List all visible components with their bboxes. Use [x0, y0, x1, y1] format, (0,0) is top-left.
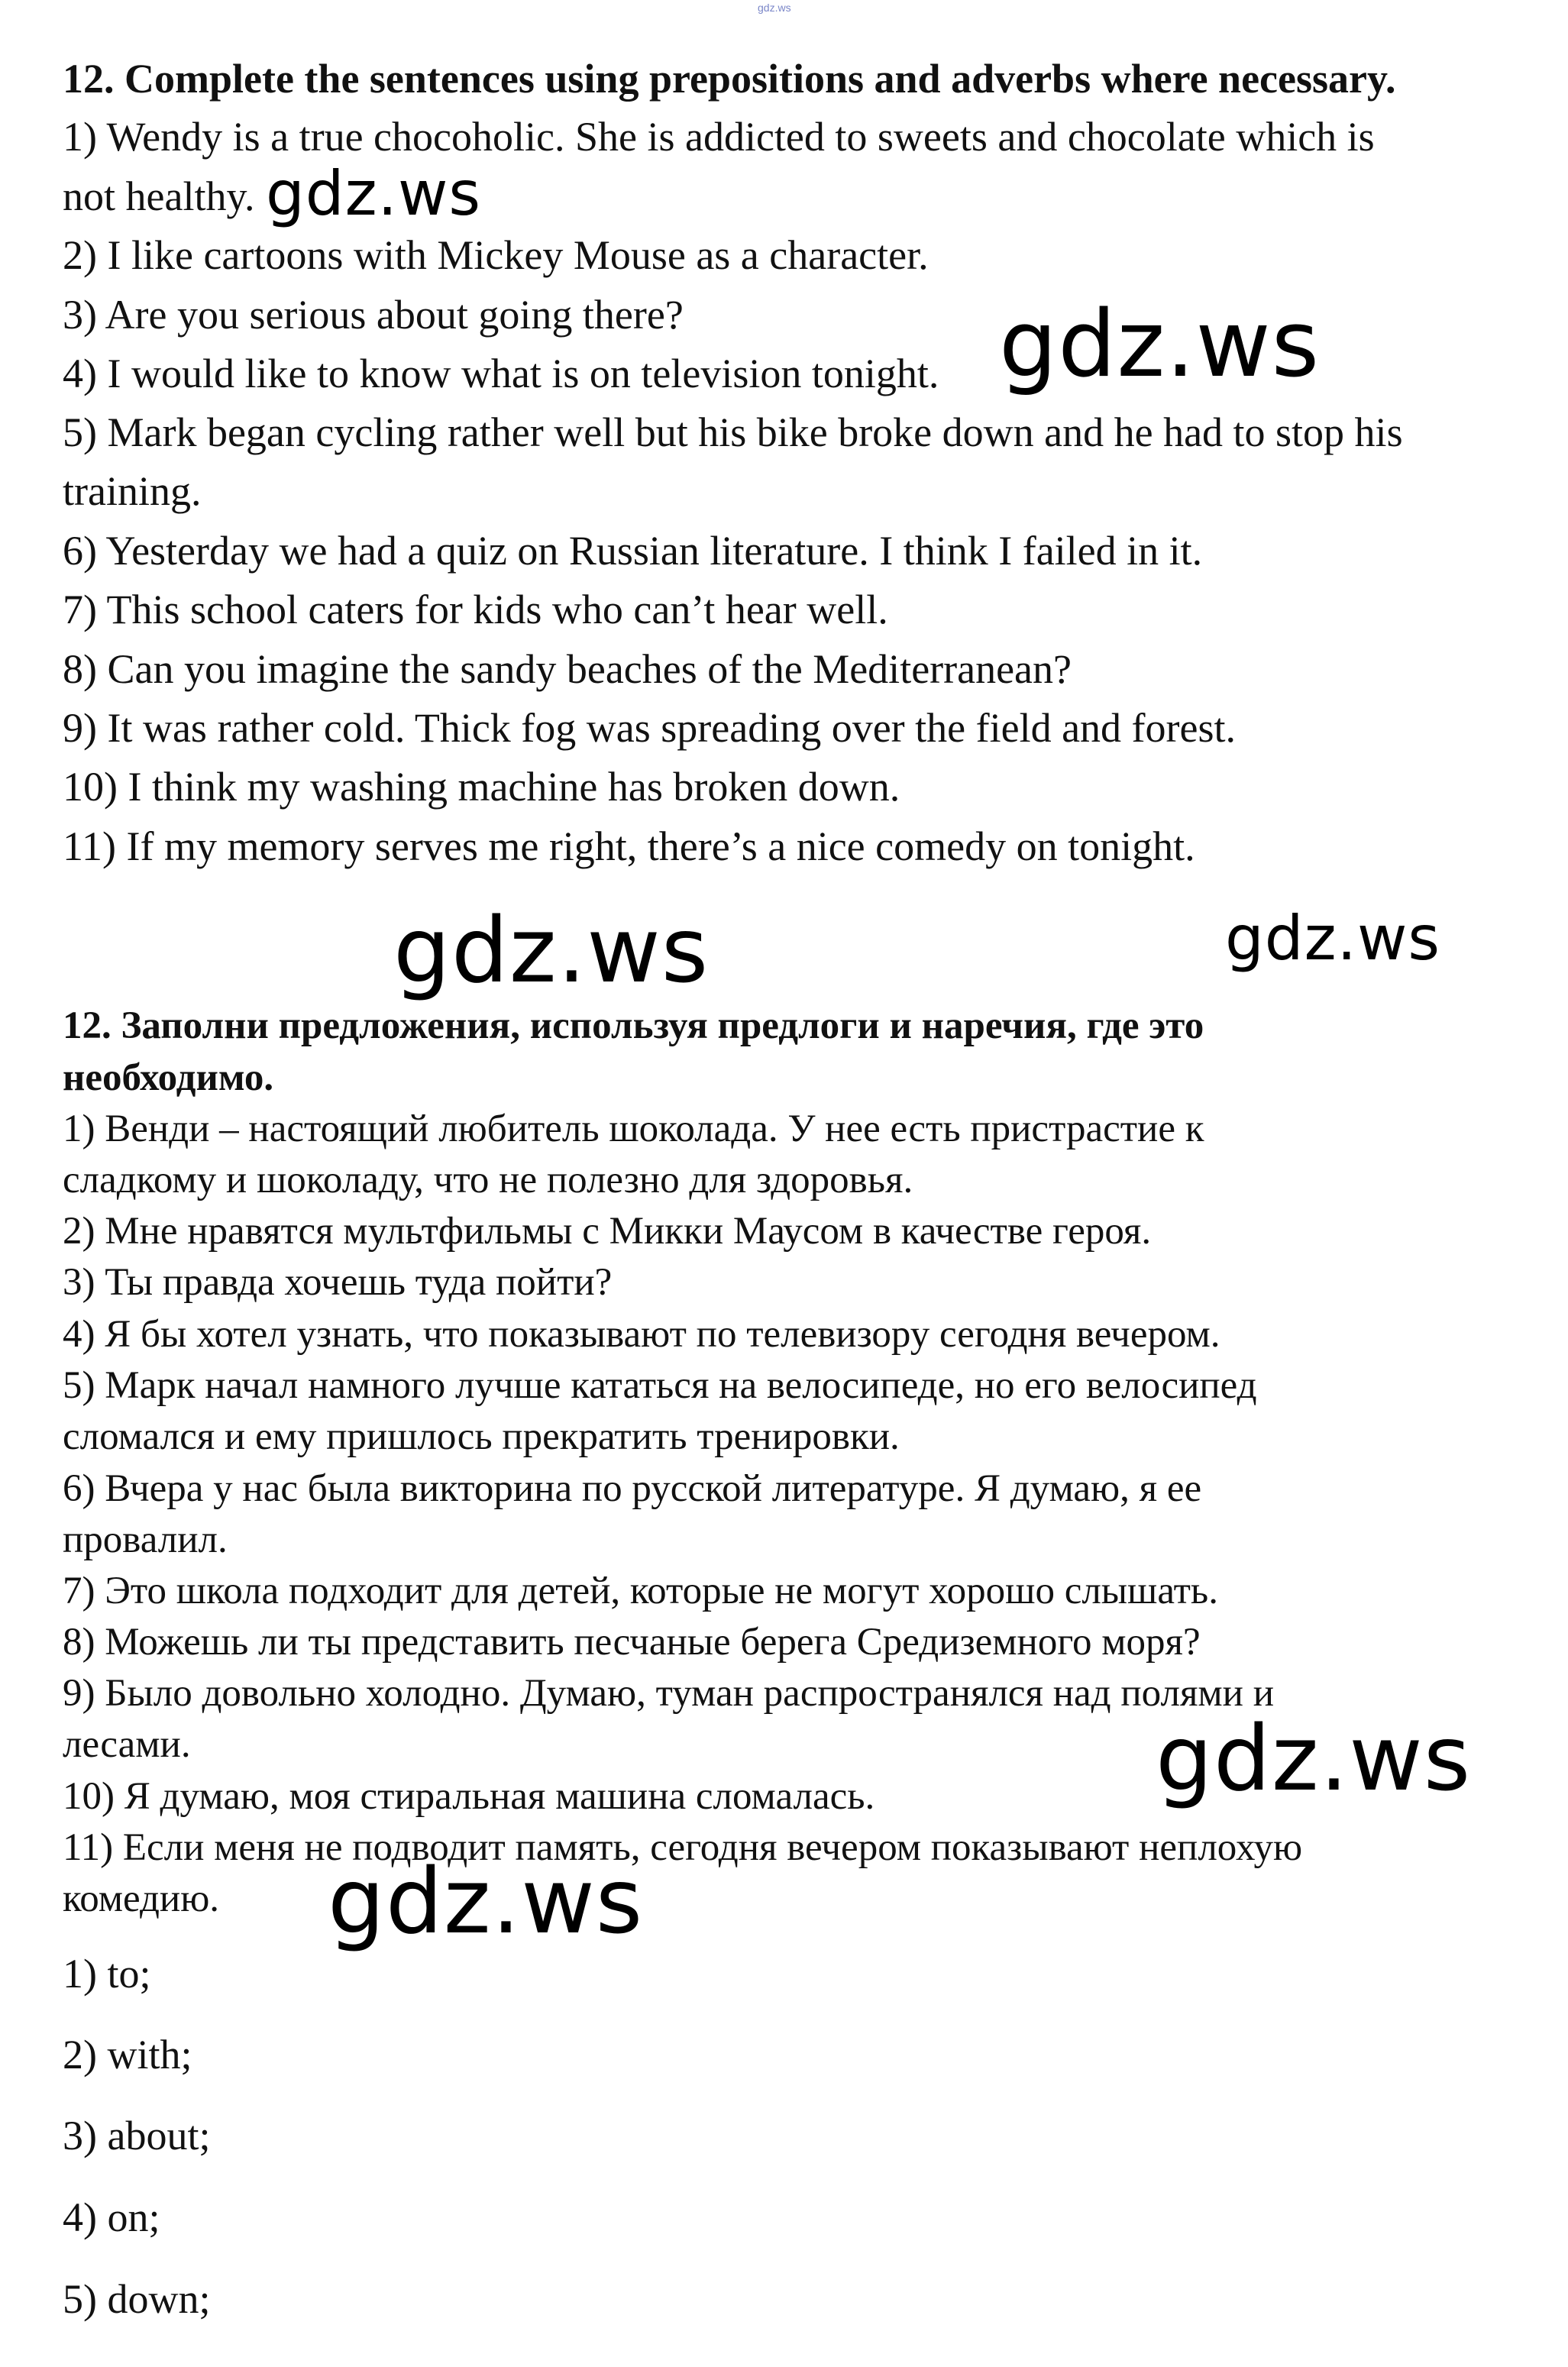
- exercise-title-ru-cont: необходимо.: [63, 1056, 274, 1099]
- sentence-line: 2) I like cartoons with Mickey Mouse as a character.: [63, 232, 929, 278]
- exercise-title-ru: 12. Заполни предложения, используя предлоги и наречия, где это: [63, 1004, 1204, 1047]
- answer-line: 1) to;: [63, 1951, 151, 1997]
- sentence-line: 8) Can you imagine the sandy beaches of the Mediterranean?: [63, 646, 1072, 692]
- sentence-line: 9) It was rather cold. Thick fog was spreading over the field and forest.: [63, 705, 1236, 751]
- answer-line: 5) down;: [63, 2276, 211, 2322]
- answer-line: 4) on;: [63, 2194, 160, 2240]
- sentence-line: 5) Mark began cycling rather well but his bike broke down and he had to stop his: [63, 409, 1403, 455]
- translation-line: 9) Было довольно холодно. Думаю, туман распространялся над полями и: [63, 1672, 1275, 1715]
- sentence-line: training.: [63, 468, 202, 514]
- sentence-line: 10) I think my washing machine has broken down.: [63, 764, 900, 810]
- translation-line: комедию.: [63, 1877, 220, 1920]
- translation-line: 2) Мне нравятся мультфильмы с Микки Маусом в качестве героя.: [63, 1210, 1152, 1253]
- translation-line: 6) Вчера у нас была викторина по русской литературе. Я думаю, я ее: [63, 1467, 1202, 1510]
- watermark: gdz.ws: [999, 292, 1321, 398]
- sentence-line: 1) Wendy is a true chocoholic. She is addicted to sweets and chocolate which is: [63, 114, 1375, 160]
- watermark: gdz.ws: [328, 1848, 644, 1954]
- watermark: gdz.ws: [393, 897, 710, 1003]
- sentence-line: not healthy.: [63, 173, 255, 219]
- watermark: gdz.ws: [1156, 1706, 1472, 1811]
- translation-line: 10) Я думаю, моя стиральная машина сломалась.: [63, 1775, 875, 1818]
- sentence-line: 6) Yesterday we had a quiz on Russian literature. I think I failed in it.: [63, 528, 1203, 574]
- translation-line: лесами.: [63, 1723, 191, 1766]
- sentence-line: 4) I would like to know what is on television tonight.: [63, 351, 939, 396]
- watermark: gdz.ws: [266, 158, 482, 229]
- translation-line: провалил.: [63, 1518, 228, 1561]
- translation-line: 11) Если меня не подводит память, сегодня вечером показывают неплохую: [63, 1826, 1303, 1869]
- translation-line: 1) Венди – настоящий любитель шоколада. У нее есть пристрастие к: [63, 1108, 1204, 1150]
- sentence-line: 3) Are you serious about going there?: [63, 292, 684, 338]
- header-mark: gdz.ws: [758, 2, 791, 14]
- translation-line: сладкому и шоколаду, что не полезно для здоровья.: [63, 1159, 913, 1201]
- translation-line: 3) Ты правда хочешь туда пойти?: [63, 1261, 613, 1304]
- translation-line: сломался и ему пришлось прекратить тренировки.: [63, 1415, 900, 1458]
- translation-line: 5) Марк начал намного лучше кататься на велосипеде, но его велосипед: [63, 1364, 1257, 1407]
- exercise-title-en: 12. Complete the sentences using prepositions and adverbs where necessary.: [63, 56, 1396, 102]
- answer-line: 2) with;: [63, 2032, 192, 2078]
- sentence-line: 7) This school caters for kids who can’t hear well.: [63, 587, 888, 632]
- watermark: gdz.ws: [1225, 903, 1441, 974]
- answer-line: 3) about;: [63, 2113, 211, 2158]
- sentence-line: 11) If my memory serves me right, there’s a nice comedy on tonight.: [63, 823, 1195, 869]
- translation-line: 8) Можешь ли ты представить песчаные берега Средиземного моря?: [63, 1621, 1201, 1664]
- translation-line: 4) Я бы хотел узнать, что показывают по телевизору сегодня вечером.: [63, 1313, 1220, 1356]
- translation-line: 7) Это школа подходит для детей, которые не могут хорошо слышать.: [63, 1570, 1218, 1612]
